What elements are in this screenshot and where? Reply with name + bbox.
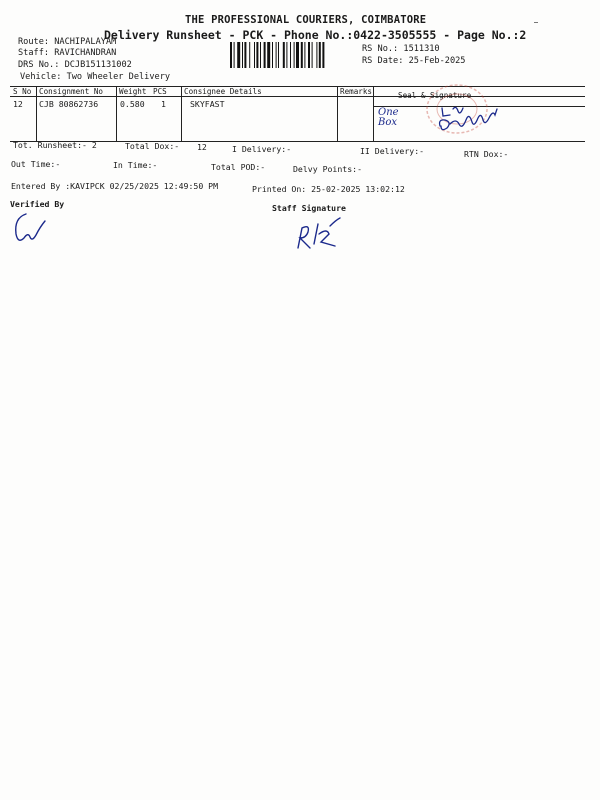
total-dox-value: 12: [197, 142, 207, 152]
col-divider: [337, 86, 338, 141]
rtn-dox: RTN Dox:-: [464, 149, 509, 159]
staff-signature-label: Staff Signature: [272, 203, 346, 213]
col-divider: [373, 86, 374, 141]
rs-date: RS Date: 25-Feb-2025: [362, 56, 466, 66]
entered-by: Entered By :KAVIPCK 02/25/2025 12:49:50 PM: [11, 181, 219, 191]
th-consignment-no: Consignment No: [39, 87, 104, 96]
drs-number: DRS No.: DCJB151131002: [18, 60, 132, 70]
cell-pcs: 1: [161, 99, 166, 109]
total-pod: Total POD:-: [211, 162, 266, 172]
i-delivery: I Delivery:-: [232, 144, 292, 154]
delvy-points: Delvy Points:-: [293, 164, 363, 174]
staff-signature-icon: [292, 214, 344, 254]
cell-weight: 0.580: [120, 99, 145, 109]
col-divider: [116, 86, 117, 141]
cell-consignment-no: CJB 80862736: [39, 99, 99, 109]
printed-on: Printed On: 25-02-2025 13:02:12: [252, 184, 405, 194]
rs-number: RS No.: 1511310: [362, 44, 440, 54]
cell-consignee: SKYFAST: [190, 99, 225, 109]
col-divider: [181, 86, 182, 141]
tot-runsheet: Tot. Runsheet:- 2: [13, 140, 97, 150]
runsheet-title: Delivery Runsheet - PCK - Phone No.:0422-3505555 - Page No.:2: [104, 28, 527, 42]
table-header-border: [10, 96, 585, 97]
handwritten-remark: One Box: [378, 107, 399, 128]
th-weight: Weight: [119, 87, 147, 96]
th-remarks: Remarks: [340, 87, 373, 96]
th-sno: S No: [13, 87, 32, 96]
out-time: Out Time:-: [11, 159, 61, 169]
route-label: Route: NACHIPALAYAM: [18, 37, 117, 47]
receiver-signature-icon: [436, 100, 524, 138]
verified-by-label: Verified By: [10, 199, 65, 209]
in-time: In Time:-: [113, 160, 158, 170]
company-title: THE PROFESSIONAL COURIERS, COIMBATORE: [185, 14, 427, 26]
vehicle-label: Vehicle: Two Wheeler Delivery: [20, 72, 171, 82]
ii-delivery: II Delivery:-: [360, 146, 425, 156]
th-seal-signature: Seal & Signature: [398, 91, 472, 100]
verifier-signature-icon: [12, 210, 52, 248]
scan-mark: [534, 22, 538, 23]
staff-label: Staff: RAVICHANDRAN: [18, 48, 117, 58]
th-pcs: PCS: [153, 87, 167, 96]
total-dox-label: Total Dox:-: [125, 141, 180, 151]
cell-sno: 12: [13, 99, 23, 109]
barcode-icon: [230, 42, 356, 68]
th-consignee-details: Consignee Details: [184, 87, 262, 96]
col-divider: [36, 86, 37, 141]
